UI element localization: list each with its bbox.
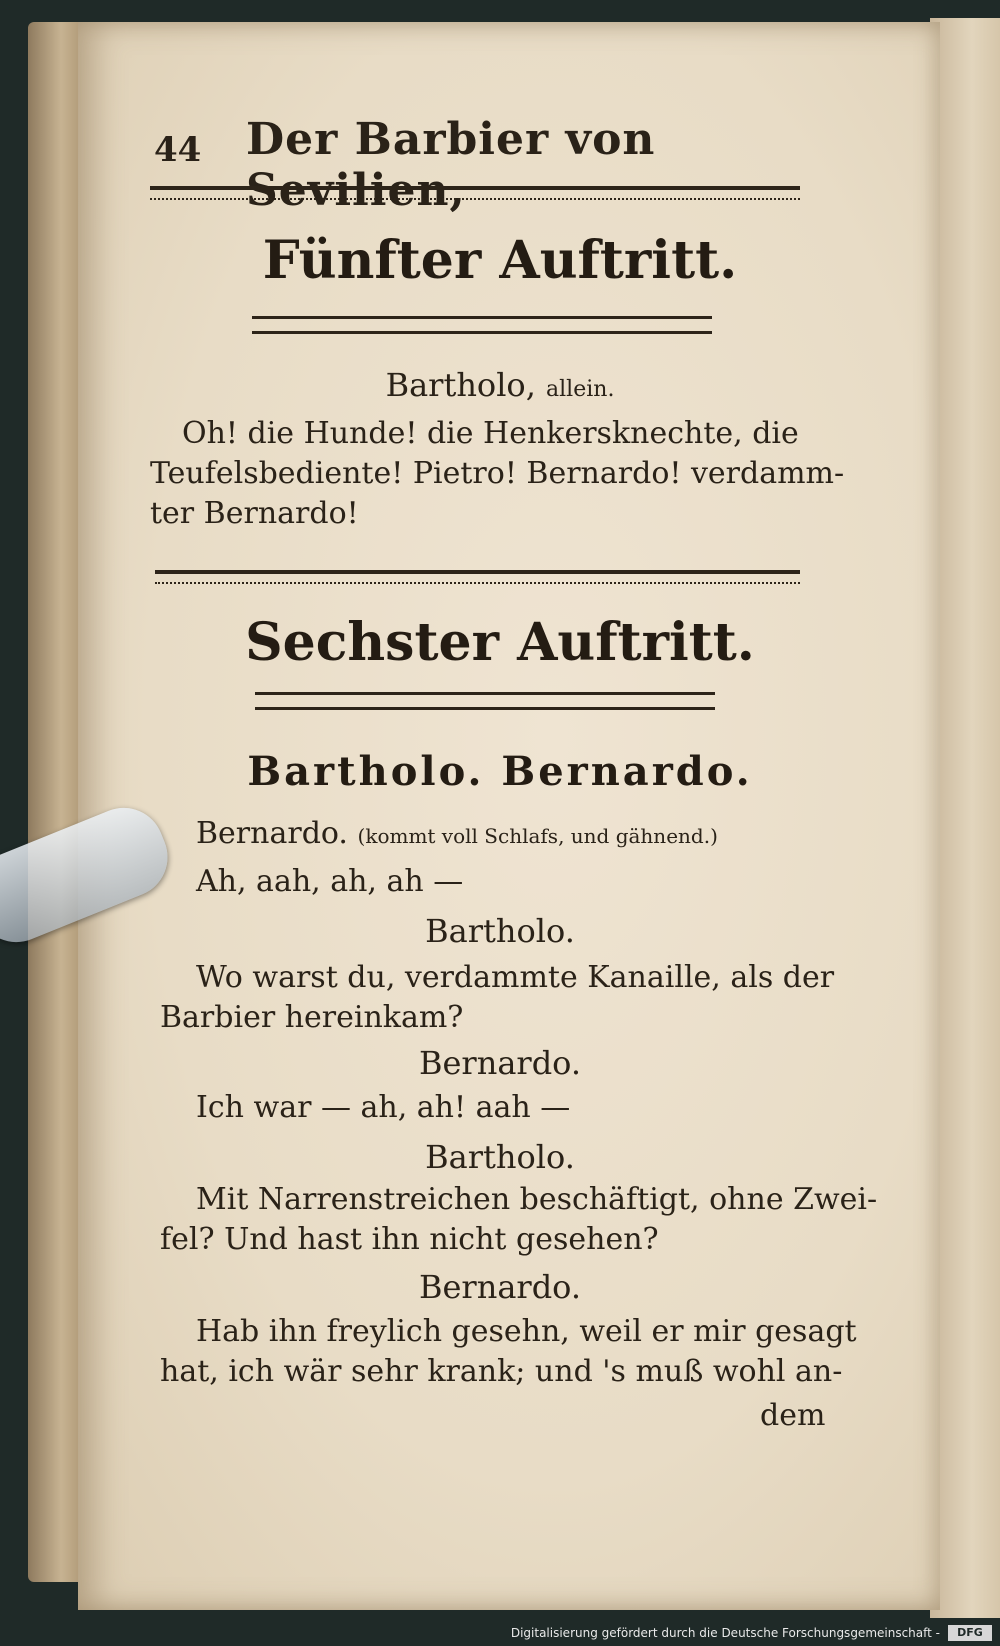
scene6-line-bernardo: [196, 816, 718, 851]
scene5-line-2: Teufelsbediente! Pietro! Bernardo! verdamm-: [150, 456, 845, 491]
speaker-bartholo: Bartholo.: [425, 1138, 575, 1176]
scene5-heading-rule: [252, 316, 712, 334]
scene5-speaker: Bartholo,: [385, 366, 536, 404]
scene5-heading: Fünfter Auftritt.: [262, 230, 738, 291]
dialogue-line: Hab ihn freylich gesehn, weil er mir gesagt: [196, 1314, 857, 1349]
scene5-speaker-line: [0, 366, 1000, 404]
speaker-bernardo: Bernardo.: [418, 1044, 582, 1082]
dialogue-line: Mit Narrenstreichen beschäftigt, ohne Zwei-: [196, 1182, 878, 1217]
scene5-line-3: ter Bernardo!: [150, 496, 359, 531]
dialogue-line: Barbier hereinkam?: [160, 1000, 464, 1035]
running-header: [150, 108, 850, 216]
scene5-direction: allein.: [546, 377, 615, 402]
digitization-credit: Digitalisierung gefördert durch die Deutsche Forschungsgemeinschaft -: [510, 1626, 940, 1640]
catchword: dem: [760, 1398, 826, 1433]
dialogue-line: Wo warst du, verdammte Kanaille, als der: [196, 960, 835, 995]
dialogue-line: Ich war — ah, ah! aah —: [196, 1090, 571, 1125]
page-number: 44: [154, 130, 202, 170]
top-ornament-rule: [150, 186, 800, 200]
speaker-bernardo: Bernardo.: [418, 1268, 582, 1306]
scene6-speakers: Bartholo. Bernardo.: [247, 748, 753, 795]
speaker-bernardo: Bernardo.: [196, 816, 348, 851]
speaker-bartholo: Bartholo.: [425, 912, 575, 950]
stage-direction: (kommt voll Schlafs, und gähnend.): [357, 824, 718, 848]
scene6-heading: Sechster Auftritt.: [245, 612, 755, 673]
running-title: Der Barbier von Sevilien,: [246, 114, 656, 216]
mid-ornament-rule: [155, 570, 800, 584]
scene6-heading-rule: [255, 692, 715, 710]
dfg-logo: DFG: [948, 1625, 992, 1641]
dialogue-line: Ah, aah, ah, ah —: [196, 864, 464, 899]
scene5-line-1: Oh! die Hunde! die Henkersknechte, die: [182, 416, 799, 451]
dialogue-line: hat, ich wär sehr krank; und 's muß wohl an-: [160, 1354, 843, 1389]
dialogue-line: fel? Und hast ihn nicht gesehen?: [160, 1222, 659, 1257]
